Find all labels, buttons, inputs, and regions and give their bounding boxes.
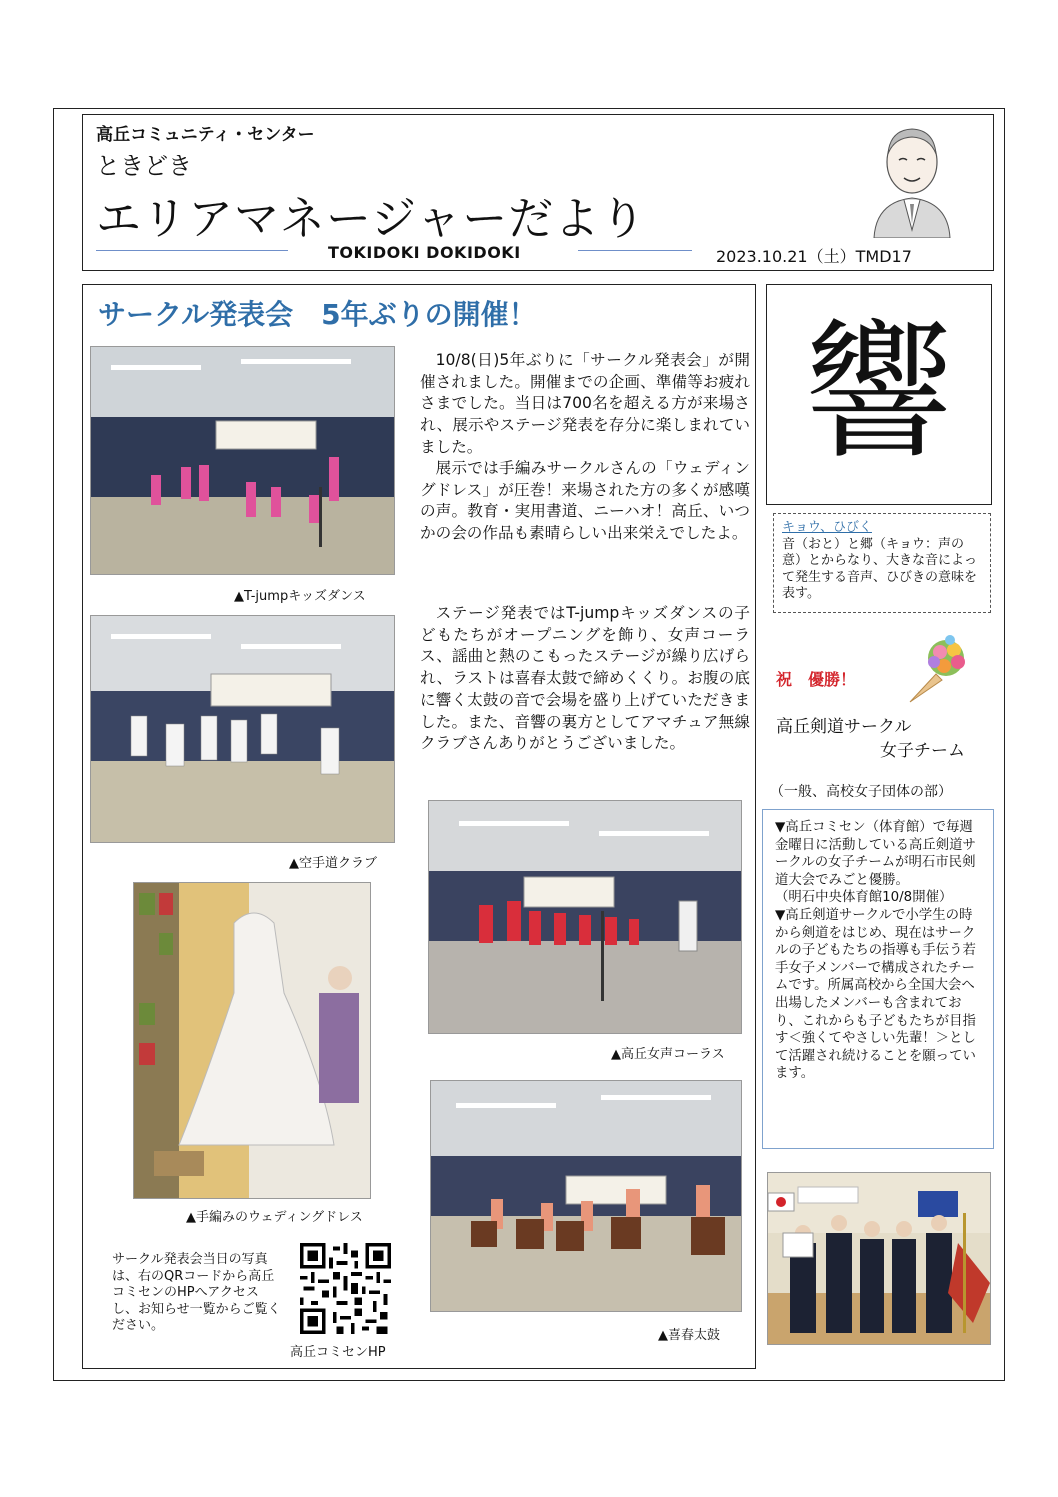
kanji-meaning: 音（おと）と郷（キョウ：声の意）とからなり、大きな音によって発生する音声、ひびきの意味を表す。	[782, 536, 978, 601]
caption-kids-dance: ▲T-jumpキッズダンス	[234, 589, 366, 604]
caption-taiko: ▲喜春太鼓	[658, 1328, 720, 1343]
caption-karate-club: ▲空手道クラブ	[289, 856, 377, 871]
subtitle-rule-right	[578, 250, 692, 251]
featured-kanji: 響	[803, 306, 954, 480]
subtitle-rule-left	[96, 250, 288, 251]
photo-kids-dance	[90, 346, 395, 575]
photo-wedding-dress	[133, 882, 371, 1199]
tokidoki-label: ときどき	[96, 152, 192, 180]
caption-wedding-dress: ▲手編みのウェディングドレス	[186, 1210, 363, 1225]
qr-code[interactable]	[300, 1243, 391, 1334]
bouquet-illustration	[902, 628, 982, 708]
issue-date: 2023.10.21（土）TMD17	[716, 247, 912, 266]
article-title: サークル発表会 5年ぶりの開催！	[98, 298, 537, 331]
newsletter-title: エリアマネージャーだより	[96, 192, 647, 245]
photo-taiko	[430, 1080, 742, 1312]
kendo-story-box	[762, 809, 994, 1149]
article-paragraph-2: 展示では手編みサークルさんの「ウェディングドレス」が圧巻！来場された方の多くが感嘆の声。教育・実用書道、ニーハオ！高丘、いつかの会の作品も素晴らしい出来栄えでしたよ。	[420, 459, 750, 543]
center-name: 高丘コミュニティ・センター	[96, 125, 315, 145]
kanji-reading: キョウ、ひびく	[782, 520, 872, 535]
photo-karate-club	[90, 615, 395, 843]
kanji-definition	[773, 513, 991, 613]
qr-label: 高丘コミセンHP	[290, 1345, 386, 1360]
victory-heading: 祝 優勝！	[776, 670, 857, 689]
article-paragraph-3: ステージ発表ではT-jumpキッズダンスの子どもたちがオープニングを飾り、女声コーラス、謡曲と熱のこもったステージが繰り広げられ、ラストは喜春太鼓で締めくくり。お腹の底に響く太鼓の音で会場を盛り上げていただきました。また、音響の裏方としてアマチュア無線クラブさんありがとうございました。	[420, 604, 750, 753]
photo-chorus	[428, 800, 742, 1034]
kendo-paragraph-3: ▼高丘剣道サークルで小学生の時から剣道をはじめ、現在はサークルの子どもたちの指導も手伝う若手女子メンバーで構成されたチームです。所属高校から全国大会へ出場したメンバーも含まれており、これからも子どもたちが目指す＜強くてやさしい先輩！＞として活躍され続けることを願っています。	[775, 907, 976, 1082]
team-name-line1: 高丘剣道サークル	[776, 717, 912, 737]
caption-chorus: ▲高丘女声コーラス	[611, 1047, 725, 1062]
article-paragraph-1: 10/8(日)5年ぶりに「サークル発表会」が開催されました。開催までの企画、準備等お疲れさまでした。当日は700名を超える方が来場され、展示やステージ発表を存分に楽しまれていました。	[420, 351, 750, 456]
team-name-line2: 女子チーム	[880, 741, 965, 761]
competition-category: （一般、高校女子団体の部）	[770, 784, 952, 800]
manager-portrait-illustration	[866, 120, 958, 238]
qr-instructions: サークル発表会当日の写真は、右のQRコードから高丘コミセンのHPへアクセスし、お知らせ一覧からご覧ください。	[112, 1252, 281, 1333]
newsletter-subtitle: TOKIDOKI DOKIDOKI	[328, 243, 521, 262]
kendo-paragraph-2: （明石中央体育館10/8開催）	[775, 890, 953, 906]
photo-kendo-team	[767, 1172, 991, 1345]
kendo-paragraph-1: ▼高丘コミセン（体育館）で毎週金曜日に活動している高丘剣道サークルの女子チームが明石市民剣道大会でみごと優勝。	[775, 820, 976, 888]
